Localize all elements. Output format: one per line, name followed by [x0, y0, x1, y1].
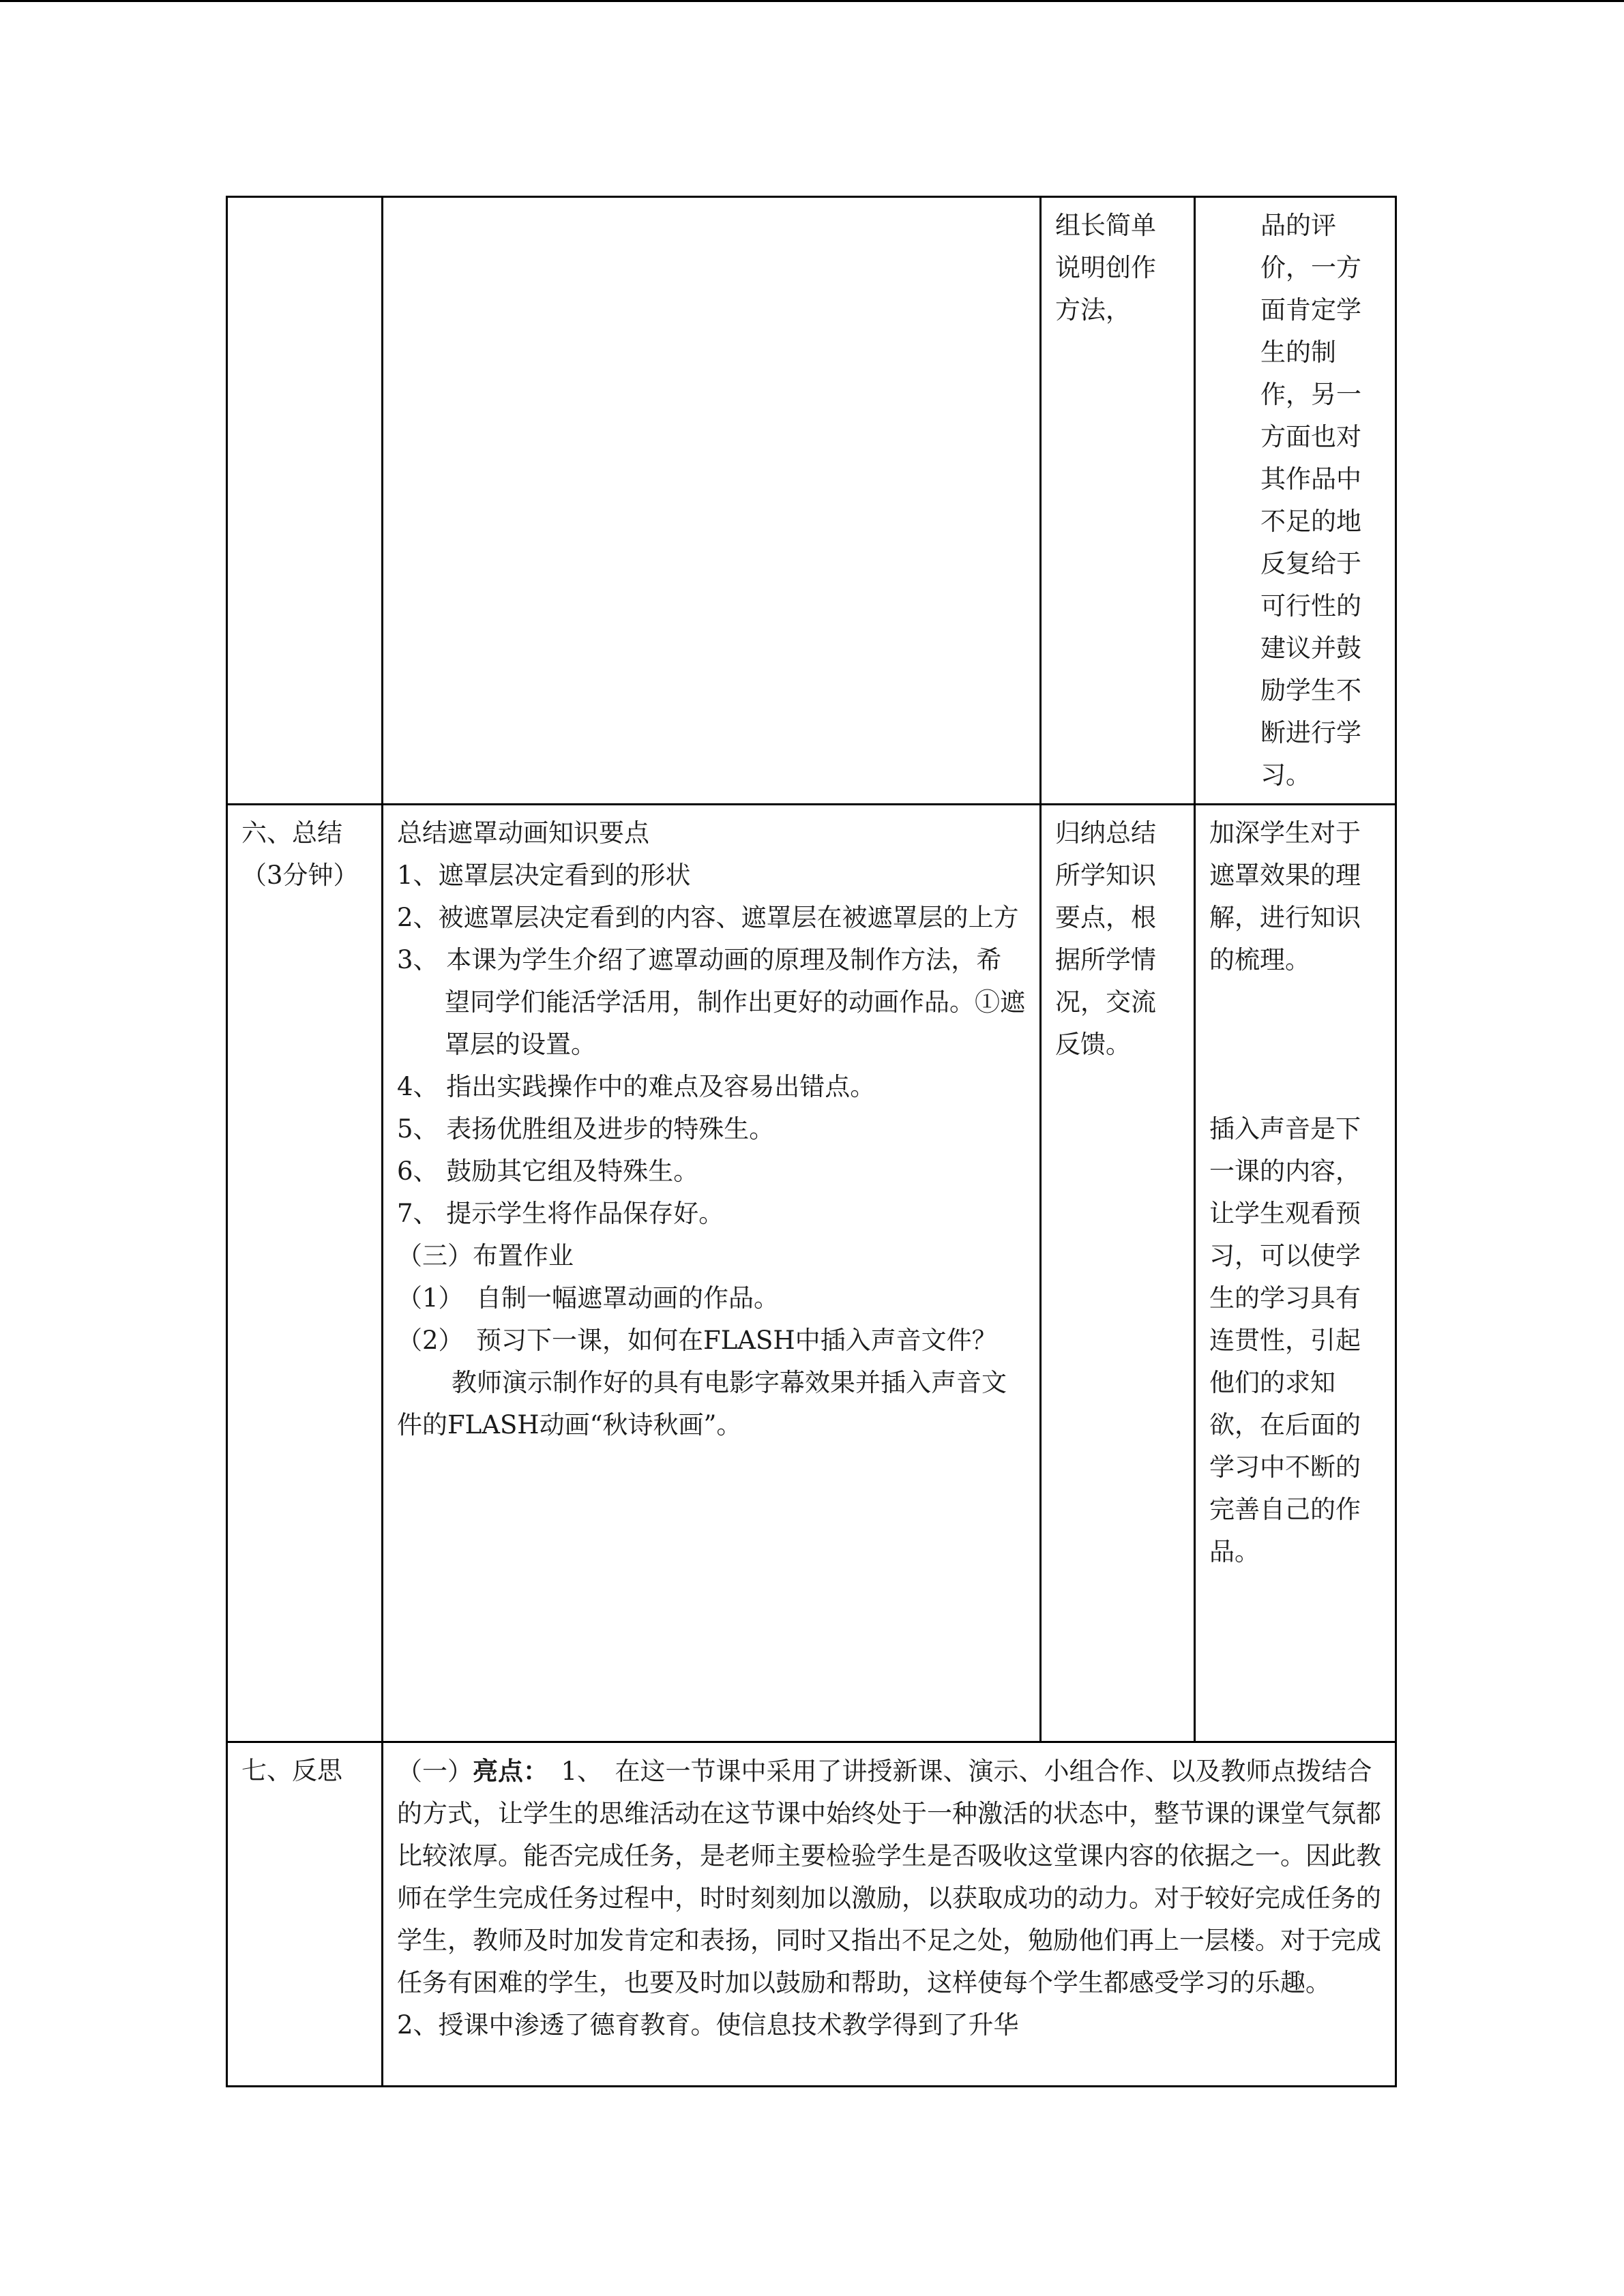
student-activity-summary: 归纳总结所学知识要点，根据所学情况，交流反馈。: [1041, 805, 1195, 1742]
homework-title: （三）布置作业: [397, 1241, 574, 1270]
stage-cell-empty: [227, 197, 383, 805]
summary-title: 总结遮罩动画知识要点: [397, 818, 649, 848]
teacher-activity-summary: [383, 805, 1041, 1742]
page-top-border: [0, 0, 1624, 2]
reflection-point-1: [397, 1750, 1381, 2004]
reflection-point-2: 2、授课中渗透了德育教育。使信息技术教学得到了升华: [397, 2010, 1019, 2040]
stage-label-reflection: 七、反思: [227, 1742, 383, 2087]
homework-item-2: （2） 预习下一课，如何在FLASH中插入声音文件？: [397, 1326, 997, 1355]
summary-point-1: 1、遮罩层决定看到的形状: [397, 861, 691, 890]
design-intent-b: 插入声音是下一课的内容，让学生观看预习，可以使学生的学习具有连贯性，引起他们的求知欲，在后面的学习中不断的完善自己的作品。: [1209, 1114, 1361, 1566]
design-intent-summary: [1195, 805, 1396, 1742]
summary-point-3: 3、 本课为学生介绍了遮罩动画的原理及制作方法，希望同学们能活学活用，制作出更好的动画作品。①遮罩层的设置。: [397, 945, 1025, 1059]
summary-point-7: 7、 提示学生将作品保存好。: [397, 1199, 724, 1228]
summary-point-6: 6、 鼓励其它组及特殊生。: [397, 1157, 699, 1186]
teacher-activity-cell-empty: [383, 197, 1041, 805]
intent-spacer: [1209, 981, 1381, 1108]
reflection-content: [383, 1742, 1396, 2087]
design-intent-a: 加深学生对于遮罩效果的理解，进行知识的梳理。: [1209, 818, 1361, 974]
closing-paragraph: 教师演示制作好的具有电影字幕效果并插入声音文件的FLASH动画“秋诗秋画”。: [397, 1368, 1007, 1440]
summary-point-5: 5、 表扬优胜组及进步的特殊生。: [397, 1114, 775, 1144]
reflection-lead: （一）: [397, 1757, 473, 1786]
reflection-point-1-text: 1、 在这一节课中采用了讲授新课、演示、小组合作、以及教师点拨结合的方式，让学生的思维活动在这节课中始终处于一种激活的状态中，整节课的课堂气氛都比较浓厚。能否完成任务，是老师主要检验学生是否吸收这堂课内容的依据之一。因此教师在学生完成任务过程中，时时刻刻加以激励，以获取成功的动力。对于较好完成任务的学生，教师及时加发肯定和表扬，同时又指出不足之处，勉励他们再上一层楼。对于完成任务有困难的学生，也要及时加以鼓励和帮助，这样使每个学生都感受学习的乐趣。: [397, 1757, 1381, 1997]
design-intent-cell: 品的评价，一方面肯定学生的制作，另一方面也对其作品中不足的地反复给于可行性的建议并鼓励学生不断进行学习。: [1195, 197, 1396, 805]
summary-point-2: 2、被遮罩层决定看到的内容、遮罩层在被遮罩层的上方: [397, 903, 1019, 932]
lesson-plan-table: [226, 196, 1397, 2087]
table-row-summary: [227, 805, 1396, 1742]
homework-item-1: （1） 自制一幅遮罩动画的作品。: [397, 1283, 780, 1313]
highlight-label: 亮点：: [473, 1756, 536, 1786]
stage-label-summary: 六、总结（3分钟）: [227, 805, 383, 1742]
table-row-reflection: [227, 1742, 1396, 2087]
table-row-continuation: [227, 197, 1396, 805]
summary-point-4: 4、 指出实践操作中的难点及容易出错点。: [397, 1072, 876, 1101]
student-activity-cell: 组长简单说明创作方法，: [1041, 197, 1195, 805]
